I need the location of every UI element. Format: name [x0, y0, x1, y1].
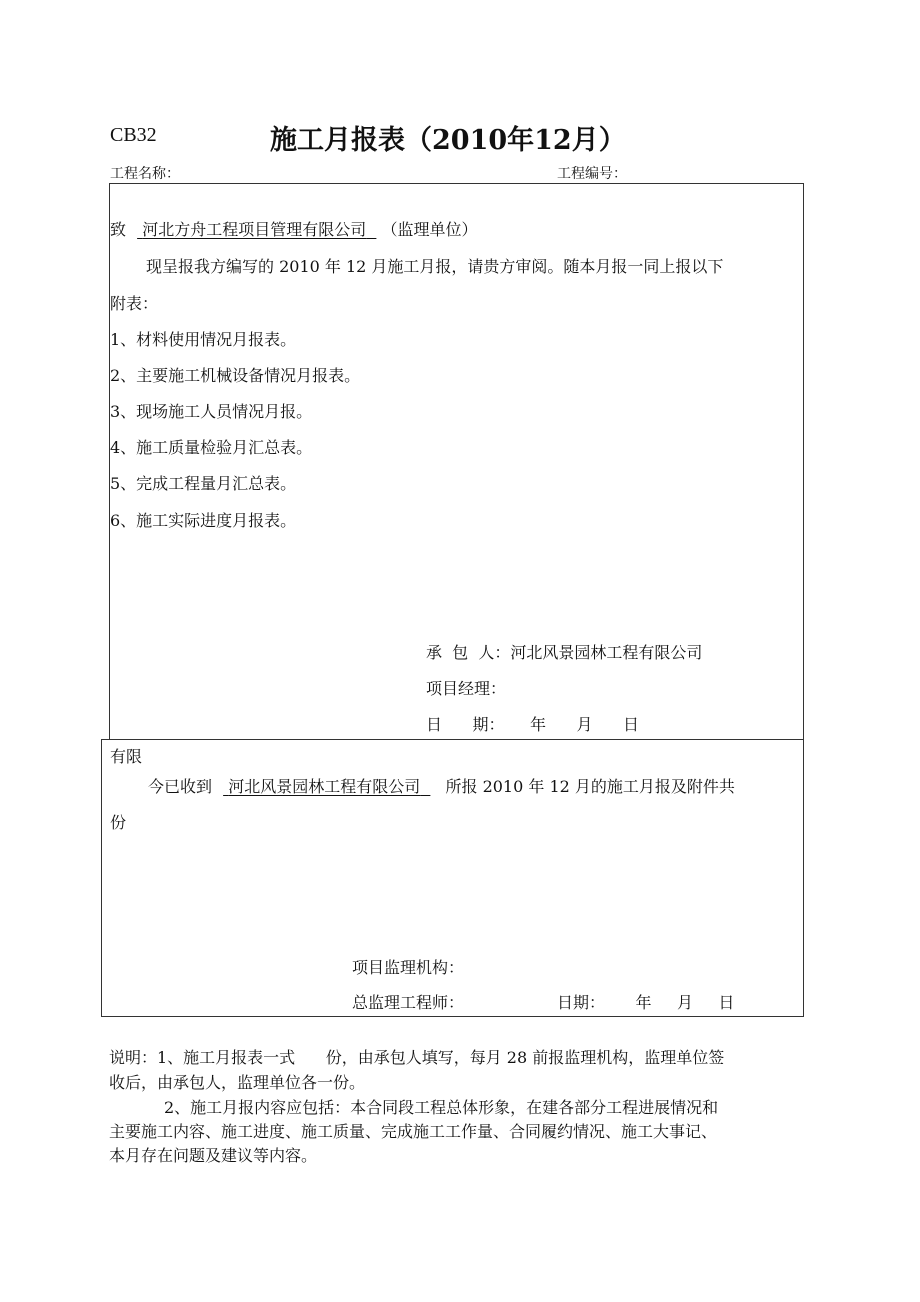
supervisor-date-label: 日期： 年 月 日	[557, 993, 735, 1012]
attachment-item: 6、施工实际进度月报表。	[110, 511, 297, 530]
intro-line-1: 现呈报我方编写的 2010 年 12 月施工月报，请贵方审阅。随本月报一同上报以下	[146, 257, 724, 276]
note-2-line-1: 2、施工月报内容应包括：本合同段工程总体形象，在建各部分工程进展情况和	[164, 1098, 719, 1117]
supervision-org-label: 项目监理机构：	[352, 958, 465, 977]
supervisor-top-text: 有限	[110, 747, 143, 766]
project-name-label: 工程名称：	[110, 166, 180, 182]
supervisor-suffix: （监理单位）	[381, 220, 478, 239]
received-line	[148, 774, 735, 797]
attachment-item: 3、现场施工人员情况月报。	[110, 402, 313, 421]
attachment-item: 4、施工质量检验月汇总表。	[110, 438, 313, 457]
received-line-2: 份	[110, 813, 127, 832]
contractor-label: 承 包 人：河北风景园林工程有限公司	[426, 643, 703, 662]
contractor-date-label: 日 期： 年 月 日	[426, 715, 639, 734]
attachment-item: 2、主要施工机械设备情况月报表。	[110, 366, 361, 385]
chief-engineer-label: 总监理工程师：	[352, 993, 465, 1012]
intro-line-2: 附表：	[110, 294, 159, 313]
page-title: 施工月报表（2010年12月）	[270, 125, 626, 156]
note-2-line-2: 主要施工内容、施工进度、施工质量、完成施工工作量、合同履约情况、施工大事记、	[109, 1122, 718, 1141]
supervisor-company: 河北方舟工程项目管理有限公司	[142, 220, 367, 239]
form-code: CB32	[110, 124, 157, 146]
project-manager-label: 项目经理：	[426, 679, 507, 698]
note-2-line-3: 本月存在问题及建议等内容。	[109, 1146, 318, 1165]
received-prefix: 今已收到	[148, 777, 213, 796]
contractor-company: 河北风景园林工程有限公司	[228, 777, 421, 796]
note-1-line-1: 说明：1、施工月报表一式 份，由承包人填写，每月 28 前报监理机构，监理单位签	[109, 1048, 725, 1067]
addressee-line	[110, 217, 478, 240]
to-prefix: 致	[110, 220, 127, 239]
note-1-line-2: 收后，由承包人，监理单位各一份。	[109, 1073, 366, 1092]
attachment-item: 5、完成工程量月汇总表。	[110, 474, 297, 493]
received-suffix: 所报 2010 年 12 月的施工月报及附件共	[445, 777, 735, 796]
project-number-label: 工程编号：	[557, 166, 627, 182]
attachment-item: 1、材料使用情况月报表。	[110, 330, 297, 349]
